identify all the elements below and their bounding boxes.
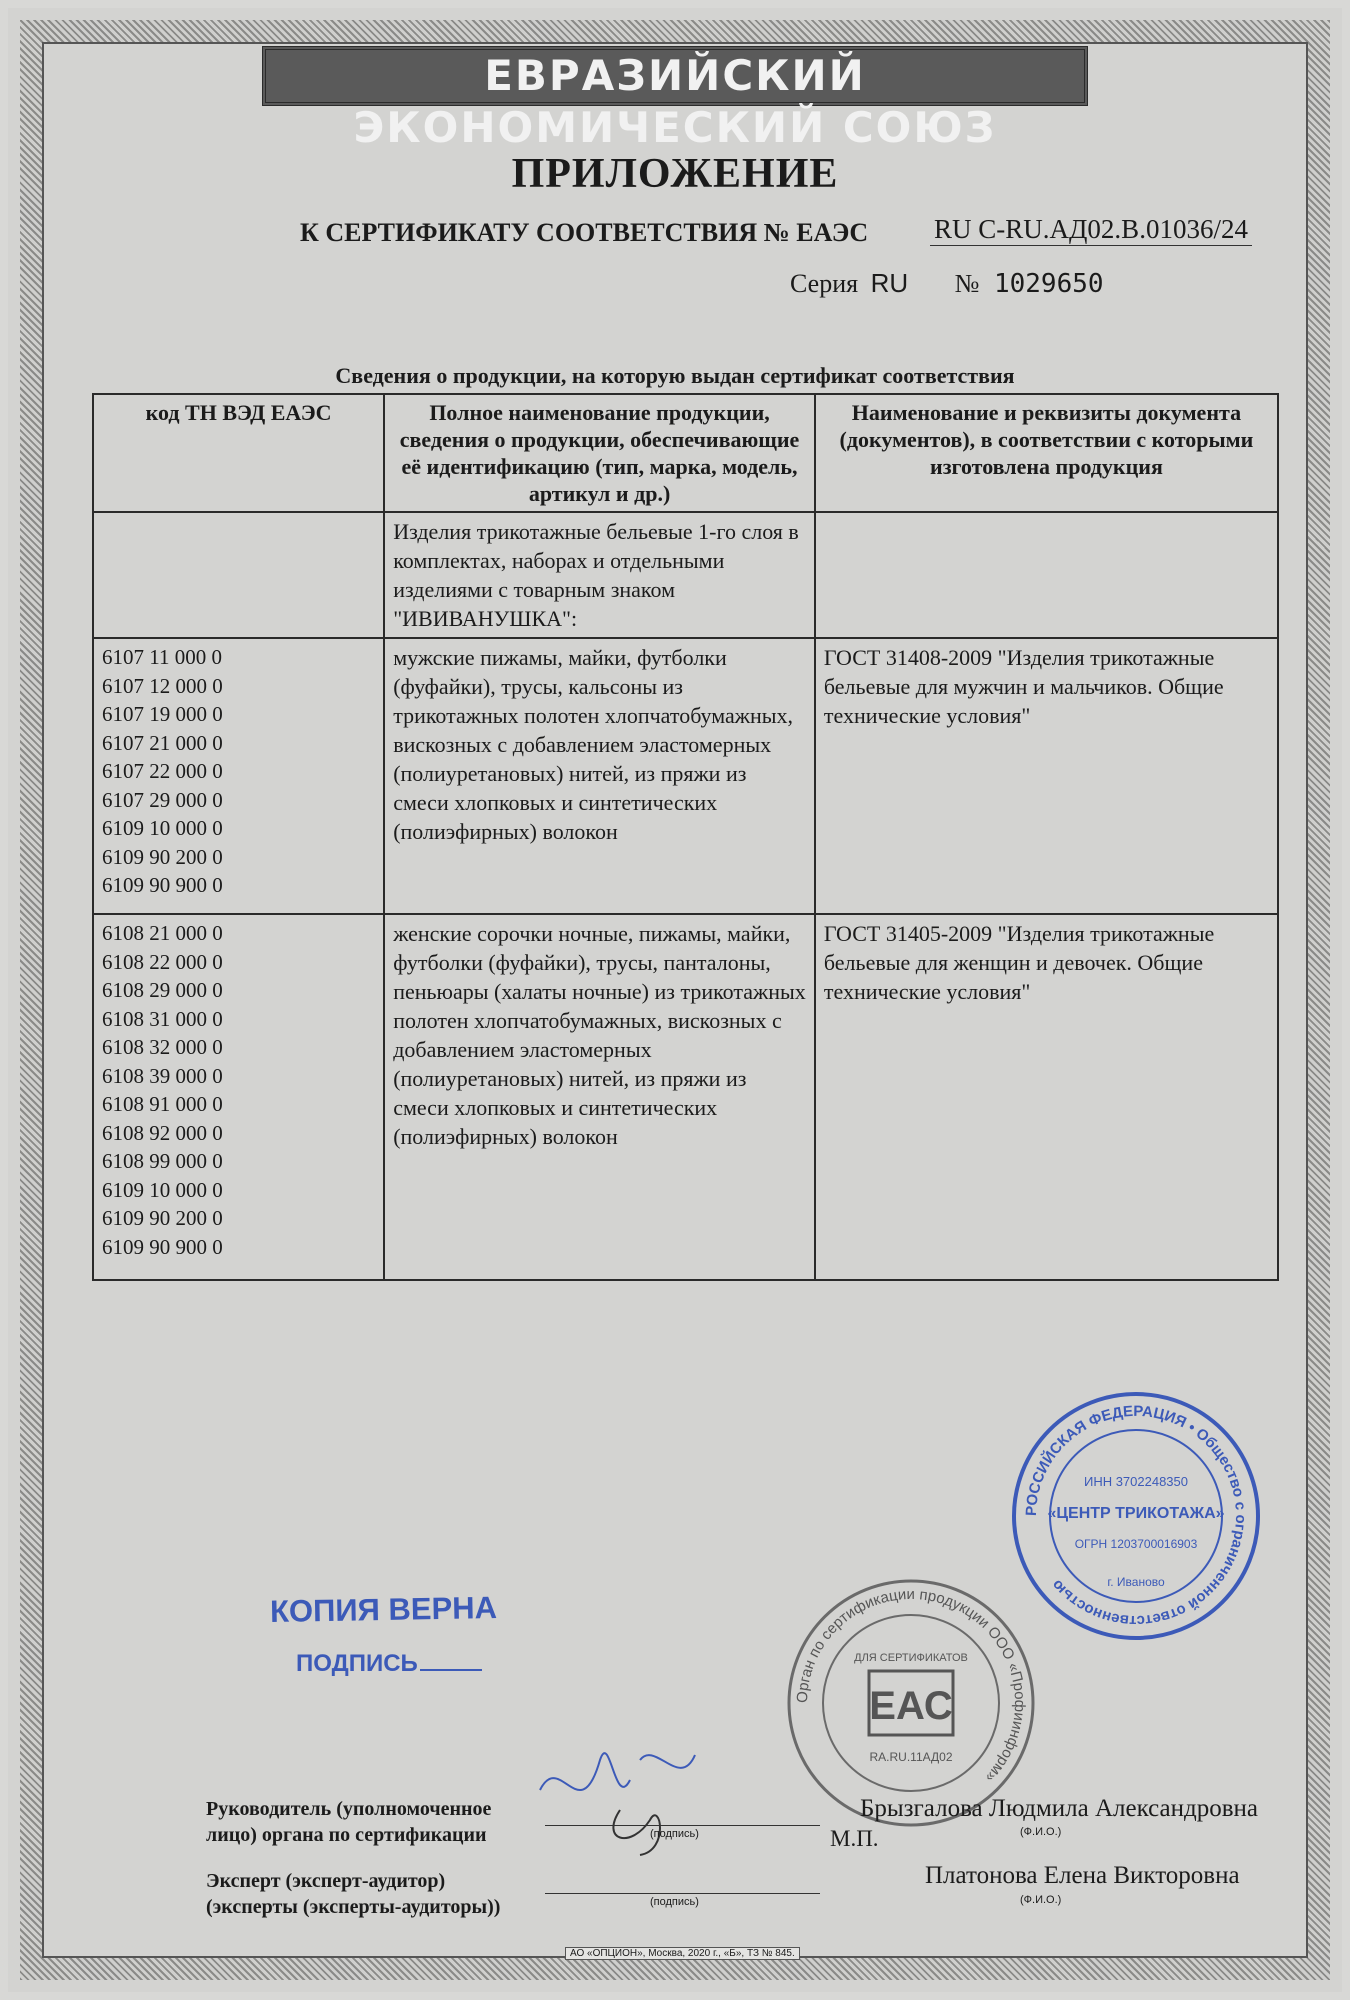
expert-fio-hint: (Ф.И.О.)	[1020, 1894, 1062, 1906]
header-product-name: Полное наименование продукции, сведения о продукции, обеспечивающие её идентификацию (тип, марка, модель, артикул и др.)	[384, 394, 815, 512]
tn-ved-code: 6108 21 000 0	[102, 921, 223, 945]
table-row	[93, 914, 1278, 1280]
tn-ved-code: 6109 90 200 0	[102, 844, 223, 869]
blue-seal-ring: РОССИЙСКАЯ ФЕДЕРАЦИЯ • Общество с ограниченной ответственностью	[1022, 1402, 1250, 1630]
standard-women: ГОСТ 31405-2009 "Изделия трикотажные бельевые для женщин и девочек. Общие технические условия"	[815, 914, 1278, 1280]
tn-ved-code: 6107 21 000 0	[102, 730, 223, 755]
tn-ved-code: 6107 12 000 0	[102, 673, 223, 698]
blue-seal-center: «ЦЕНТР ТРИКОТАЖА»	[1047, 1505, 1225, 1522]
head-fio-hint: (Ф.И.О.)	[1020, 1826, 1062, 1838]
copy-certified-stamp: КОПИЯ ВЕРНА	[269, 1590, 498, 1629]
standard-men: ГОСТ 31408-2009 "Изделия трикотажные бельевые для мужчин и мальчиков. Общие технические условия"	[815, 638, 1278, 914]
tn-ved-code: 6108 39 000 0	[102, 1063, 223, 1088]
gray-seal-ring: Орган по сертификации продукции ООО «Профиинформ»	[793, 1585, 1029, 1786]
intro-code-cell	[93, 512, 384, 638]
blue-seal-ogrn: ОГРН 1203700016903	[1074, 1537, 1198, 1551]
head-label	[206, 1796, 491, 1848]
head-signature-hint: (подпись)	[650, 1828, 699, 1840]
intro-standard-cell	[815, 512, 1278, 638]
head-label-line2: лицо) органа по сертификации	[206, 1824, 487, 1846]
intro-description: Изделия трикотажные бельевые 1-го слоя в комплектах, наборах и отдельными изделиями с товарным знаком "ИВИВАНУШКА":	[384, 512, 815, 638]
union-banner: ЕВРАЗИЙСКИЙ ЭКОНОМИЧЕСКИЙ СОЮЗ	[262, 46, 1088, 106]
company-seal	[1010, 1390, 1262, 1642]
expert-label	[206, 1868, 500, 1920]
head-name: Брызгалова Людмила Александровна	[860, 1795, 1259, 1822]
tn-ved-code: 6108 91 000 0	[102, 1092, 223, 1116]
series-label: Серия	[790, 269, 859, 298]
printer-footer: АО «ОПЦИОН», Москва, 2020 г., «Б», ТЗ № 845.	[565, 1947, 800, 1960]
header-standard: Наименование и реквизиты документа (документов), в соответствии с которыми изготовлена продукция	[815, 394, 1278, 512]
codes-cell-men	[93, 638, 384, 914]
tn-ved-code: 6109 10 000 0	[102, 816, 223, 840]
series-value: RU	[870, 268, 909, 298]
expert-label-line2: (эксперты (эксперты-аудиторы))	[206, 1896, 501, 1918]
description-women: женские сорочки ночные, пижамы, майки, футболки (фуфайки), трусы, панталоны, пеньюары (халаты ночные) из трикотажных полотен хлопчатобумажных, вискозных с добавлением эластомерных (полиуретановых) нитей, из пряжи из смеси хлопковых и синтетических (полиэфирных) волокон	[384, 914, 815, 1280]
page-title: ПРИЛОЖЕНИЕ	[511, 151, 839, 197]
head-label-line1: Руководитель (уполномоченное	[206, 1798, 492, 1820]
blue-seal-inn: ИНН 3702248350	[1083, 1474, 1189, 1489]
number-label: №	[954, 269, 980, 298]
header-tn-ved: код ТН ВЭД ЕАЭС	[93, 394, 384, 512]
expert-name: Платонова Елена Викторовна	[925, 1862, 1240, 1889]
seal-place-label: М.П.	[830, 1826, 879, 1851]
tn-ved-code: 6109 90 900 0	[102, 1234, 223, 1259]
series-line	[790, 268, 1104, 299]
certification-body-seal	[785, 1577, 1037, 1829]
tn-ved-code: 6107 22 000 0	[102, 759, 223, 783]
copy-signature-label: ПОДПИСЬ	[296, 1650, 418, 1677]
tn-ved-code: 6108 92 000 0	[102, 1120, 223, 1145]
table-header-row	[93, 394, 1278, 512]
expert-signature-line	[545, 1893, 820, 1894]
tn-ved-code: 6107 29 000 0	[102, 787, 223, 812]
tn-ved-code: 6108 99 000 0	[102, 1149, 223, 1173]
tn-ved-code: 6109 90 200 0	[102, 1206, 223, 1230]
gray-seal-top: ДЛЯ СЕРТИФИКАТОВ	[854, 1652, 968, 1664]
expert-label-line1: Эксперт (эксперт-аудитор)	[206, 1870, 446, 1892]
tn-ved-code: 6109 10 000 0	[102, 1177, 223, 1202]
table-row	[93, 638, 1278, 914]
tn-ved-code: 6108 29 000 0	[102, 978, 223, 1002]
description-men: мужские пижамы, майки, футболки (фуфайки), трусы, кальсоны из трикотажных полотен хлопчатобумажных, вискозных с добавлением эластомерных (полиуретановых) нитей, из пряжи из смеси хлопковых и синтетических (полиэфирных) волокон	[384, 638, 815, 914]
gray-seal-code: RA.RU.11АД02	[869, 1750, 953, 1764]
tn-ved-code: 6107 11 000 0	[102, 645, 222, 669]
tn-ved-code: 6108 32 000 0	[102, 1035, 223, 1059]
number-value: 1029650	[993, 269, 1104, 299]
table-caption: Сведения о продукции, на которую выдан сертификат соответствия	[335, 363, 1015, 388]
table-row-intro	[93, 512, 1278, 638]
tn-ved-code: 6108 31 000 0	[102, 1006, 223, 1031]
head-signature-line	[545, 1825, 820, 1826]
copy-signature-stamp	[296, 1650, 482, 1678]
certificate-number: RU C-RU.АД02.В.01036/24	[930, 214, 1252, 246]
blue-seal-city: г. Иваново	[1107, 1575, 1165, 1589]
products-table	[92, 393, 1279, 1281]
tn-ved-code: 6108 22 000 0	[102, 949, 223, 974]
tn-ved-code: 6107 19 000 0	[102, 702, 223, 726]
certificate-subtitle: К СЕРТИФИКАТУ СООТВЕТСТВИЯ № ЕАЭС	[300, 218, 869, 247]
eac-mark: ЕАС	[869, 1684, 953, 1728]
codes-cell-women	[93, 914, 384, 1280]
tn-ved-code: 6109 90 900 0	[102, 873, 223, 897]
expert-signature-hint: (подпись)	[650, 1896, 699, 1908]
